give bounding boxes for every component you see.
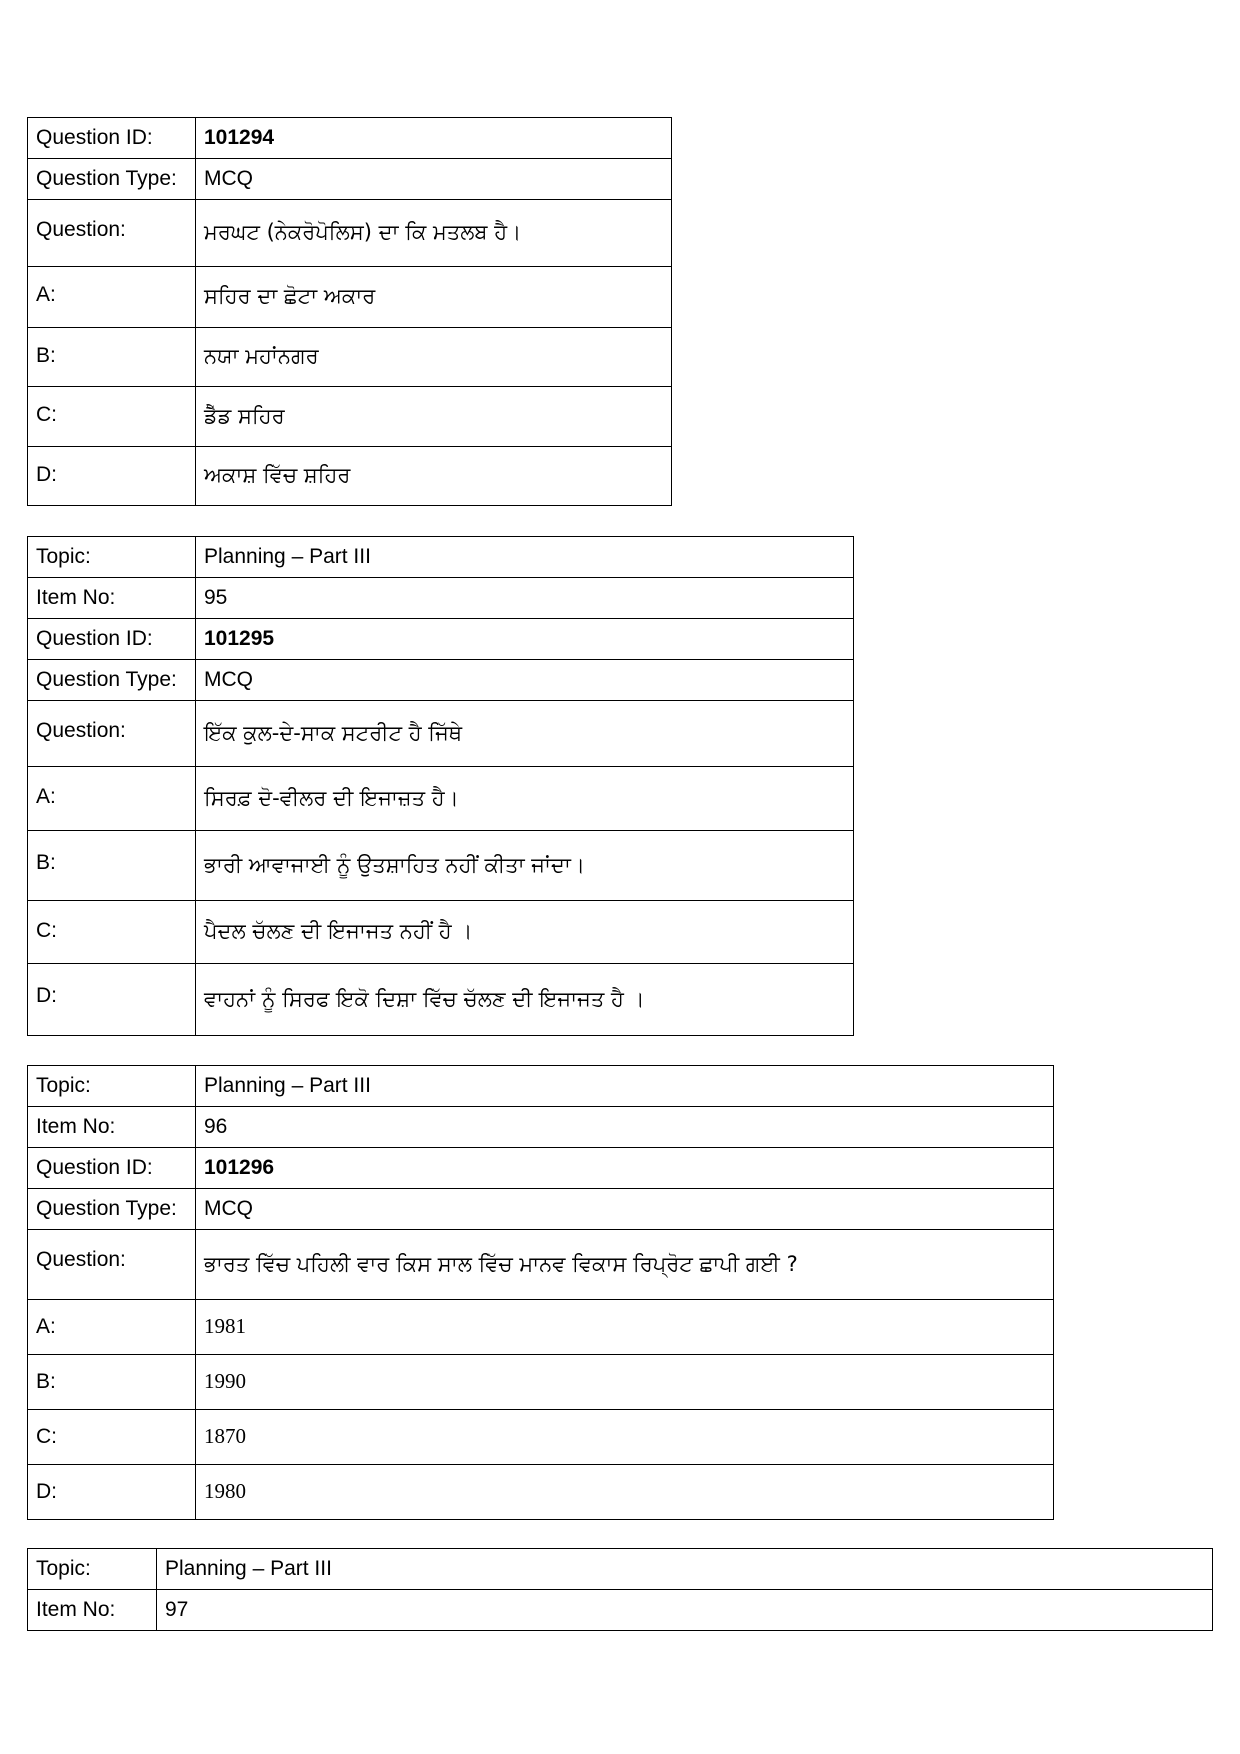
topic-label: Topic: bbox=[28, 537, 196, 578]
topic-label: Topic: bbox=[28, 1549, 157, 1590]
option-b-text: ਨਯਾ ਮਹਾਂਨਗਰ bbox=[196, 328, 672, 387]
option-b-text: ਭਾਰੀ ਆਵਾਜਾਈ ਨੂੰ ਉਤਸ਼ਾਹਿਤ ਨਹੀਂ ਕੀਤਾ ਜਾਂਦਾ। bbox=[196, 831, 854, 901]
option-d-text: ਅਕਾਸ਼ ਵਿੱਚ ਸ਼ਹਿਰ bbox=[196, 447, 672, 506]
question-table-101296 bbox=[27, 1065, 1054, 1520]
question-id-value: 101294 bbox=[196, 118, 672, 159]
table-row bbox=[28, 1549, 1213, 1590]
table-row bbox=[28, 1107, 1054, 1148]
option-b-label: B: bbox=[28, 1355, 196, 1410]
table-row bbox=[28, 1465, 1054, 1520]
option-a-text: ਸਿਰਫ਼ ਦੋ-ਵੀਲਰ ਦੀ ਇਜਾਜ਼ਤ ਹੈ। bbox=[196, 767, 854, 831]
question-type-value: MCQ bbox=[196, 1189, 1054, 1230]
topic-value: Planning – Part III bbox=[157, 1549, 1213, 1590]
question-text: ਭਾਰਤ ਵਿੱਚ ਪਹਿਲੀ ਵਾਰ ਕਿਸ ਸਾਲ ਵਿੱਚ ਮਾਨਵ ਵਿਕਾਸ ਰਿਪ੍ਰੋਟ ਛਾਪੀ ਗਈ ? bbox=[196, 1230, 1054, 1300]
table-row bbox=[28, 267, 672, 328]
table-row bbox=[28, 578, 854, 619]
option-d-text: 1980 bbox=[196, 1465, 1054, 1520]
table-row bbox=[28, 537, 854, 578]
item-no-value: 97 bbox=[157, 1590, 1213, 1631]
option-a-label: A: bbox=[28, 1300, 196, 1355]
question-id-label: Question ID: bbox=[28, 1148, 196, 1189]
question-label: Question: bbox=[28, 1230, 196, 1300]
question-type-value: MCQ bbox=[196, 660, 854, 701]
item-no-label: Item No: bbox=[28, 1107, 196, 1148]
topic-label: Topic: bbox=[28, 1066, 196, 1107]
option-a-text: ਸਹਿਰ ਦਾ ਛੋਟਾ ਅਕਾਰ bbox=[196, 267, 672, 328]
question-id-label: Question ID: bbox=[28, 118, 196, 159]
table-row bbox=[28, 118, 672, 159]
question-type-label: Question Type: bbox=[28, 660, 196, 701]
option-a-label: A: bbox=[28, 267, 196, 328]
item-no-value: 96 bbox=[196, 1107, 1054, 1148]
option-d-label: D: bbox=[28, 447, 196, 506]
table-row bbox=[28, 1300, 1054, 1355]
table-row bbox=[28, 1590, 1213, 1631]
table-row bbox=[28, 964, 854, 1036]
question-text: ਮਰਘਟ (ਨੇਕਰੋਪੋਲਿਸ) ਦਾ ਕਿ ਮਤਲਬ ਹੈ। bbox=[196, 200, 672, 267]
option-c-label: C: bbox=[28, 387, 196, 447]
option-c-text: ਪੈਦਲ ਚੱਲਣ ਦੀ ਇਜਾਜਤ ਨਹੀਂ ਹੈ । bbox=[196, 901, 854, 964]
option-d-text: ਵਾਹਨਾਂ ਨੂੰ ਸਿਰਫ ਇਕੋ ਦਿਸ਼ਾ ਵਿੱਚ ਚੱਲਣ ਦੀ ਇਜਾਜਤ ਹੈ । bbox=[196, 964, 854, 1036]
table-row bbox=[28, 767, 854, 831]
option-b-text: 1990 bbox=[196, 1355, 1054, 1410]
question-table-101295 bbox=[27, 536, 854, 1036]
table-row bbox=[28, 660, 854, 701]
table-row bbox=[28, 1355, 1054, 1410]
option-c-text: ਡੈੱਡ ਸਹਿਰ bbox=[196, 387, 672, 447]
table-row bbox=[28, 901, 854, 964]
table-row bbox=[28, 1230, 1054, 1300]
question-type-label: Question Type: bbox=[28, 1189, 196, 1230]
item-no-value: 95 bbox=[196, 578, 854, 619]
question-id-value: 101296 bbox=[196, 1148, 1054, 1189]
table-row bbox=[28, 447, 672, 506]
option-c-label: C: bbox=[28, 1410, 196, 1465]
table-row bbox=[28, 159, 672, 200]
table-row bbox=[28, 387, 672, 447]
option-c-label: C: bbox=[28, 901, 196, 964]
table-row bbox=[28, 200, 672, 267]
option-a-label: A: bbox=[28, 767, 196, 831]
table-row bbox=[28, 1148, 1054, 1189]
option-b-label: B: bbox=[28, 831, 196, 901]
table-row bbox=[28, 831, 854, 901]
question-table-97 bbox=[27, 1548, 1213, 1631]
question-table-101294 bbox=[27, 117, 672, 506]
option-d-label: D: bbox=[28, 964, 196, 1036]
table-row bbox=[28, 1189, 1054, 1230]
question-label: Question: bbox=[28, 701, 196, 767]
question-id-value: 101295 bbox=[196, 619, 854, 660]
question-label: Question: bbox=[28, 200, 196, 267]
question-type-label: Question Type: bbox=[28, 159, 196, 200]
table-row bbox=[28, 701, 854, 767]
item-no-label: Item No: bbox=[28, 578, 196, 619]
topic-value: Planning – Part III bbox=[196, 1066, 1054, 1107]
option-a-text: 1981 bbox=[196, 1300, 1054, 1355]
option-c-text: 1870 bbox=[196, 1410, 1054, 1465]
topic-value: Planning – Part III bbox=[196, 537, 854, 578]
question-text: ਇੱਕ ਕੁਲ-ਦੇ-ਸਾਕ ਸਟਰੀਟ ਹੈ ਜਿੱਥੇ bbox=[196, 701, 854, 767]
table-row bbox=[28, 1066, 1054, 1107]
item-no-label: Item No: bbox=[28, 1590, 157, 1631]
table-row bbox=[28, 328, 672, 387]
option-d-label: D: bbox=[28, 1465, 196, 1520]
option-b-label: B: bbox=[28, 328, 196, 387]
question-id-label: Question ID: bbox=[28, 619, 196, 660]
table-row bbox=[28, 619, 854, 660]
question-type-value: MCQ bbox=[196, 159, 672, 200]
table-row bbox=[28, 1410, 1054, 1465]
